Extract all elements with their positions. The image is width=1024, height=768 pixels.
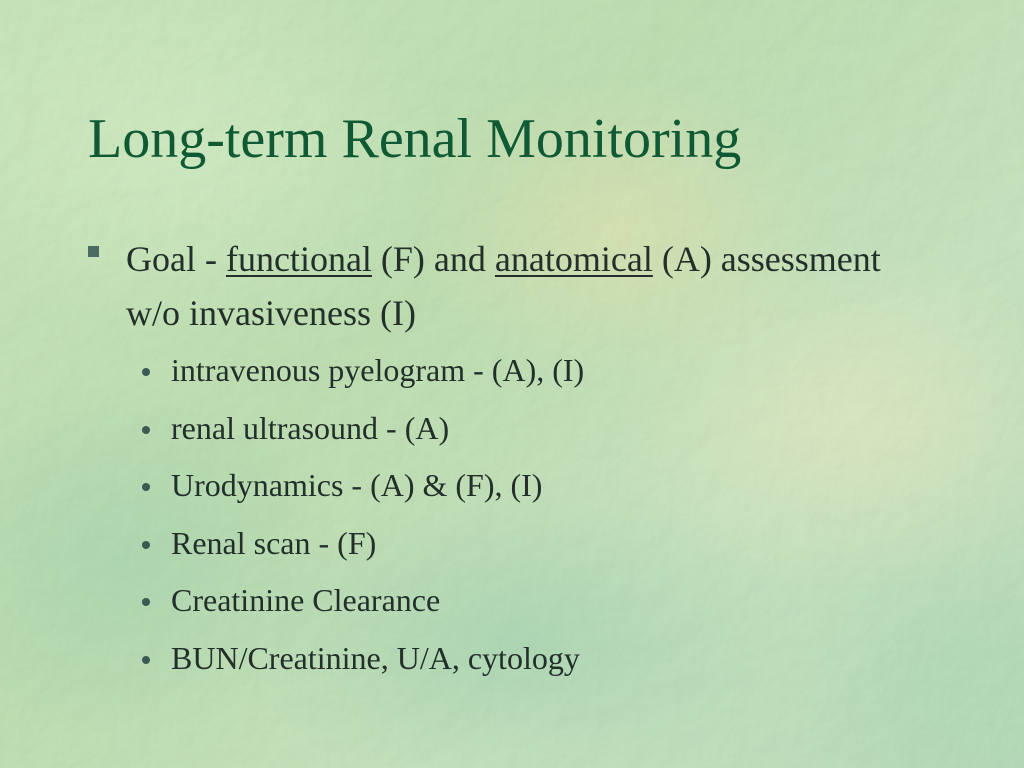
sub-bullet-item [171, 400, 1024, 458]
main-bullet-text [126, 239, 881, 333]
round-bullet-icon [142, 656, 150, 664]
round-bullet-icon [142, 541, 150, 549]
round-bullet-icon [142, 368, 150, 376]
sub-bullet-item [171, 457, 1024, 515]
slide-content [0, 232, 1024, 688]
sub-bullet-text: BUN/Creatinine, U/A, cytology [171, 639, 580, 676]
sub-bullet-list [0, 342, 1024, 688]
slide-title: Long-term Renal Monitoring [88, 108, 742, 170]
round-bullet-icon [142, 483, 150, 491]
square-bullet-icon [88, 246, 99, 257]
goal-suffix: (A) assessment w/o invasiveness (I) [126, 239, 881, 333]
main-bullet-item [126, 232, 926, 340]
sub-bullet-item [171, 572, 1024, 630]
sub-bullet-item [171, 515, 1024, 573]
sub-bullet-text: intravenous pyelogram - (A), (I) [171, 352, 585, 388]
sub-bullet-item [171, 630, 1024, 688]
sub-bullet-item [171, 342, 1024, 400]
round-bullet-icon [142, 598, 150, 606]
sub-bullet-text: renal ultrasound - (A) [171, 409, 450, 446]
goal-middle: (F) and [371, 239, 495, 279]
goal-prefix: Goal - [126, 239, 226, 279]
sub-bullet-text: Creatinine Clearance [171, 582, 441, 619]
sub-bullet-text: Urodynamics - (A) & (F), (I) [171, 467, 543, 504]
anatomical-underlined: anatomical [494, 239, 653, 279]
functional-underlined: functional [225, 239, 372, 279]
sub-bullet-text: Renal scan - (F) [171, 524, 377, 561]
round-bullet-icon [142, 426, 150, 434]
